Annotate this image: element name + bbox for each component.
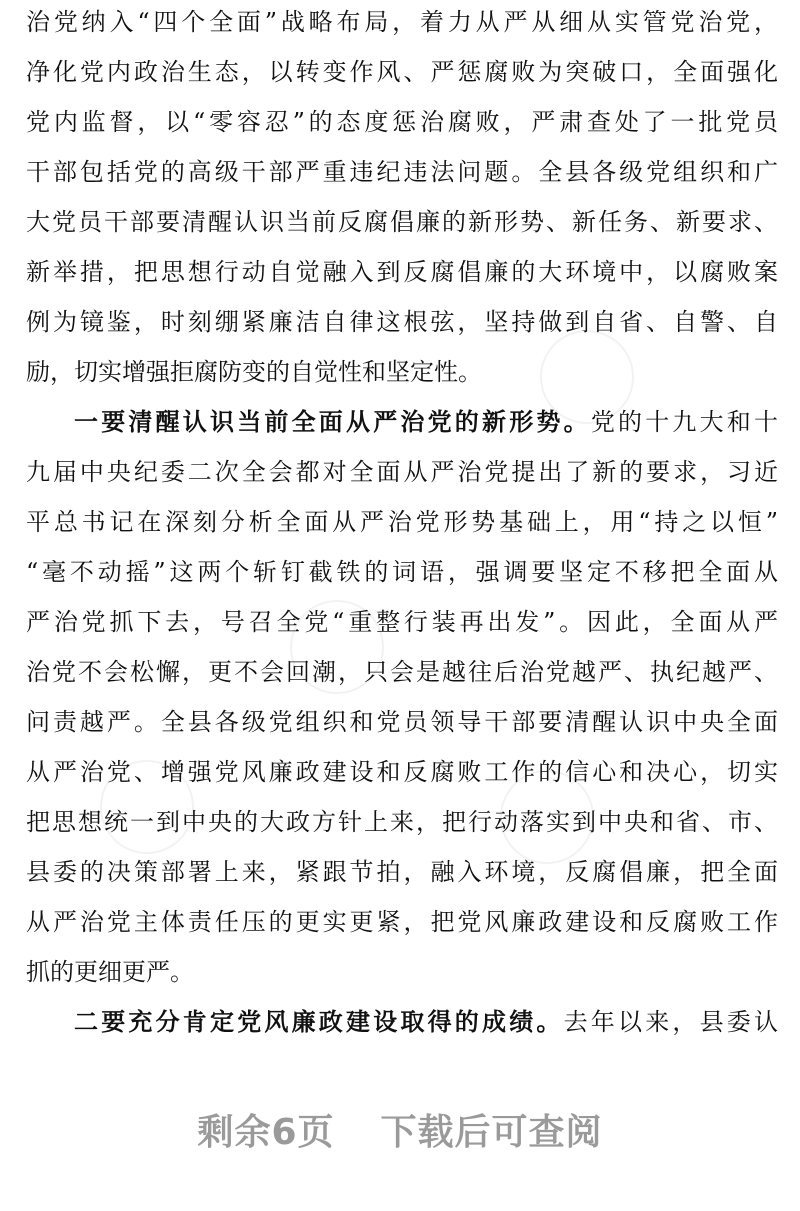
paragraph-2-first-rest: 去年以来，县委认: [563, 1008, 779, 1036]
text-line: 治党纳入“四个全面”战略布局，着力从严从细从实管党治党，: [26, 8, 778, 36]
text-line: 励，切实增强拒腐防变的自觉性和坚定性。: [26, 358, 482, 386]
paragraph-1-heading: 一要清醒认识当前全面从严治党的新形势。: [74, 407, 591, 436]
text-line: 例为镜鉴，时刻绷紧廉洁自律这根弦，坚持做到自省、自警、自: [26, 308, 778, 336]
text-line: 严治党抓下去，号召全党“重整行装再出发”。因此，全面从严: [26, 608, 778, 636]
paragraph-1-first-rest: 党的十九大和十: [590, 408, 779, 436]
text-line: 从严治党主体责任压的更实更紧，把党风廉政建设和反腐败工作: [26, 908, 778, 936]
text-line: 把思想统一到中央的大政方针上来，把行动落实到中央和省、市、: [26, 808, 778, 836]
paragraph-2-first-line: [74, 1002, 778, 1042]
text-line: 新举措，把思想行动自觉融入到反腐倡廉的大环境中，以腐败案: [26, 258, 778, 286]
text-line: 抓的更细更严。: [26, 958, 194, 986]
paragraph-2-heading: 二要充分肯定党风廉政建设取得的成绩。: [74, 1007, 564, 1036]
text-line: 干部包括党的高级干部严重违纪违法问题。全县各级党组织和广: [26, 158, 778, 186]
text-line: 党内监督，以“零容忍”的态度惩治腐败，严肃查处了一批党员: [26, 108, 778, 136]
remaining-pages-label: 剩余6页: [197, 1112, 335, 1153]
download-prompt-banner[interactable]: [0, 1108, 800, 1158]
text-line: 大党员干部要清醒认识当前反腐倡廉的新形势、新任务、新要求、: [26, 208, 778, 236]
paragraph-1-first-line: [74, 402, 778, 442]
text-line: 九届中央纪委二次全会都对全面从严治党提出了新的要求，习近: [26, 458, 778, 486]
text-line: 问责越严。全县各级党组织和党员领导干部要清醒认识中央全面: [26, 708, 778, 736]
text-line: “毫不动摇”这两个斩钉截铁的词语，强调要坚定不移把全面从: [26, 558, 778, 586]
text-line: 净化党内政治生态，以转变作风、严惩腐败为突破口，全面强化: [26, 58, 778, 86]
text-line: 县委的决策部署上来，紧跟节拍，融入环境，反腐倡廉，把全面: [26, 858, 778, 886]
text-line: 治党不会松懈，更不会回潮，只会是越往后治党越严、执纪越严、: [26, 658, 778, 686]
text-line: 从严治党、增强党风廉政建设和反腐败工作的信心和决心，切实: [26, 758, 778, 786]
download-to-view-label: 下载后可查阅: [380, 1112, 603, 1153]
text-line: 平总书记在深刻分析全面从严治党形势基础上，用“持之以恒”: [26, 508, 778, 536]
